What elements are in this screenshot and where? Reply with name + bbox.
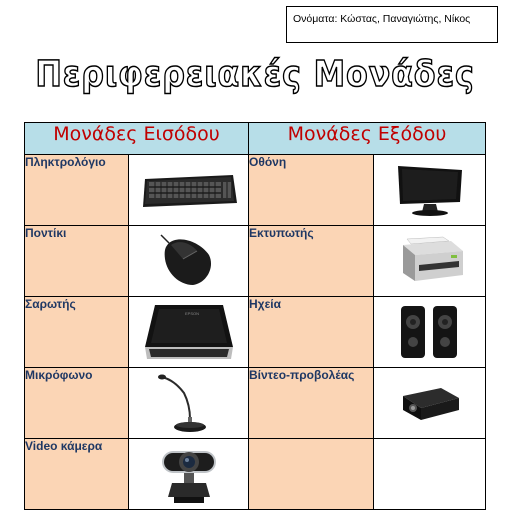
svg-text:EPSON: EPSON	[184, 311, 199, 316]
scanner-icon	[129, 297, 249, 368]
table-row	[25, 368, 486, 439]
keyboard-icon	[129, 155, 249, 226]
input-label: Ποντίκι	[25, 226, 129, 297]
header-row	[25, 123, 486, 155]
output-label: Βίντεο-προβολέας	[249, 368, 374, 439]
monitor-icon	[374, 155, 486, 226]
table-row	[25, 226, 486, 297]
printer-icon	[374, 226, 486, 297]
input-devices-header: Μονάδες Εισόδου	[25, 123, 249, 155]
input-label: Πληκτρολόγιο	[25, 155, 129, 226]
page-title: Περιφερειακές Μονάδες	[35, 54, 475, 95]
input-label: Video κάμερα	[25, 439, 129, 510]
output-devices-header: Μονάδες Εξόδου	[249, 123, 486, 155]
output-label: Ηχεία	[249, 297, 374, 368]
peripherals-table	[24, 122, 486, 510]
names-box	[286, 6, 498, 43]
table-row	[25, 439, 486, 510]
empty-cell	[374, 439, 486, 510]
table-row	[25, 297, 486, 368]
names-text: Ονόματα: Κώστας, Παναγιώτης, Νίκος	[293, 13, 471, 25]
input-label: Σαρωτής	[25, 297, 129, 368]
output-label-empty	[249, 439, 374, 510]
webcam-icon	[129, 439, 249, 510]
input-label: Μικρόφωνο	[25, 368, 129, 439]
output-label: Οθόνη	[249, 155, 374, 226]
projector-icon	[374, 368, 486, 439]
output-label: Εκτυπωτής	[249, 226, 374, 297]
mouse-icon	[129, 226, 249, 297]
microphone-icon	[129, 368, 249, 439]
table-row	[25, 155, 486, 226]
speakers-icon	[374, 297, 486, 368]
